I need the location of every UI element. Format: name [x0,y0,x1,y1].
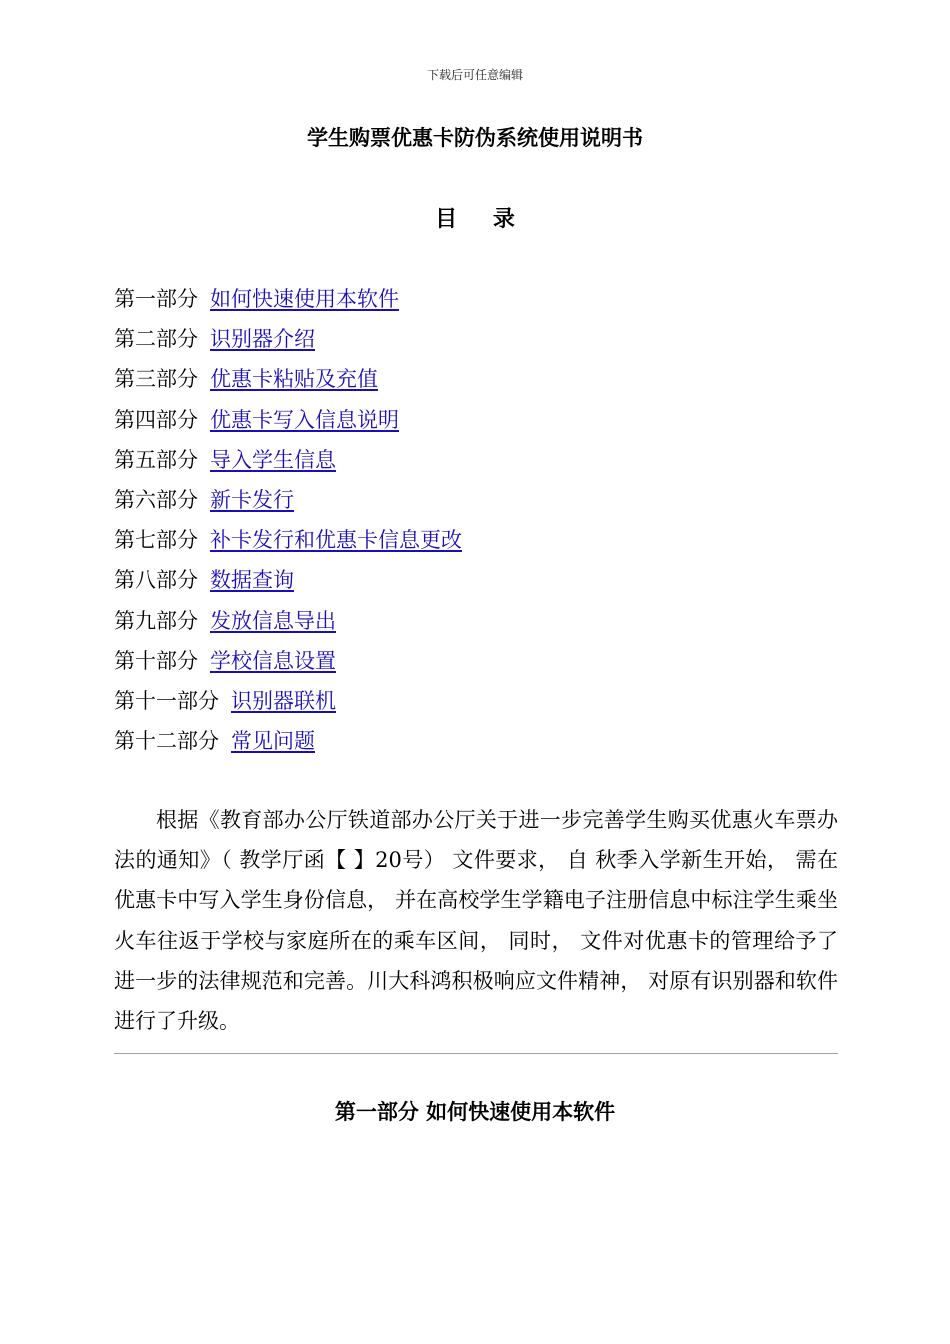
toc-part-label: 第七部分 [114,528,198,553]
toc-link-card-write-info[interactable]: 优惠卡写入信息说明 [210,407,399,432]
toc-item-5 [114,440,462,480]
toc-part-label: 第四部分 [114,407,198,432]
toc-link-reissue-card[interactable]: 补卡发行和优惠卡信息更改 [210,528,462,553]
toc-item-11 [114,681,462,721]
toc-heading: 目 录 [435,207,529,232]
toc-link-reader-online[interactable]: 识别器联机 [231,688,336,713]
toc-item-7 [114,520,462,560]
toc-link-card-attach-recharge[interactable]: 优惠卡粘贴及充值 [210,367,378,392]
toc-item-12 [114,721,462,761]
toc-link-quick-start[interactable]: 如何快速使用本软件 [210,287,399,311]
toc-item-6 [114,480,462,520]
section-divider [114,1053,838,1054]
toc-link-new-card-issue[interactable]: 新卡发行 [210,487,294,512]
toc-item-10 [114,641,462,681]
intro-paragraph: 根据《教育部办公厅铁道部办公厅关于进一步完善学生购买优惠火车票办法的通知》（ 教学厅函【 】20号） 文件要求， 自 秋季入学新生开始， 需在优惠卡中写入学生身份信息， 并在高校学生学籍电子注册信息中标注学生乘坐火车往返于学校与家庭所在的乘车区间， 同时， 文件对优惠卡的管理给予了进一步的法律规范和完善。川大科鸿积极响应文件精神， 对原有识别器和软件进行了升级。 [114,808,838,1034]
toc-link-data-query[interactable]: 数据查询 [210,568,294,593]
toc-part-label: 第九部分 [114,608,198,633]
toc-part-label: 第十一部分 [114,688,219,713]
toc-part-label: 第八部分 [114,568,198,593]
toc-part-label: 第十部分 [114,648,198,673]
toc-item-3 [114,359,462,399]
table-of-contents [114,279,462,761]
toc-item-1 [114,279,462,319]
section-heading: 第一部分 如何快速使用本软件 [334,1100,616,1124]
toc-part-label: 第六部分 [114,487,198,512]
toc-item-8 [114,560,462,600]
toc-part-label: 第十二部分 [114,729,219,754]
toc-part-label: 第二部分 [114,327,198,352]
toc-item-4 [114,400,462,440]
document-title: 学生购票优惠卡防伪系统使用说明书 [307,126,643,150]
toc-link-export-issue-info[interactable]: 发放信息导出 [210,608,336,633]
toc-part-label: 第三部分 [114,367,198,392]
toc-item-2 [114,319,462,359]
toc-item-9 [114,601,462,641]
toc-link-school-settings[interactable]: 学校信息设置 [210,648,336,673]
toc-part-label: 第一部分 [114,287,198,311]
header-note: 下载后可任意编辑 [426,68,523,82]
toc-link-import-students[interactable]: 导入学生信息 [210,447,336,472]
toc-part-label: 第五部分 [114,447,198,472]
toc-link-reader-intro[interactable]: 识别器介绍 [210,327,315,352]
toc-link-faq[interactable]: 常见问题 [231,729,315,754]
